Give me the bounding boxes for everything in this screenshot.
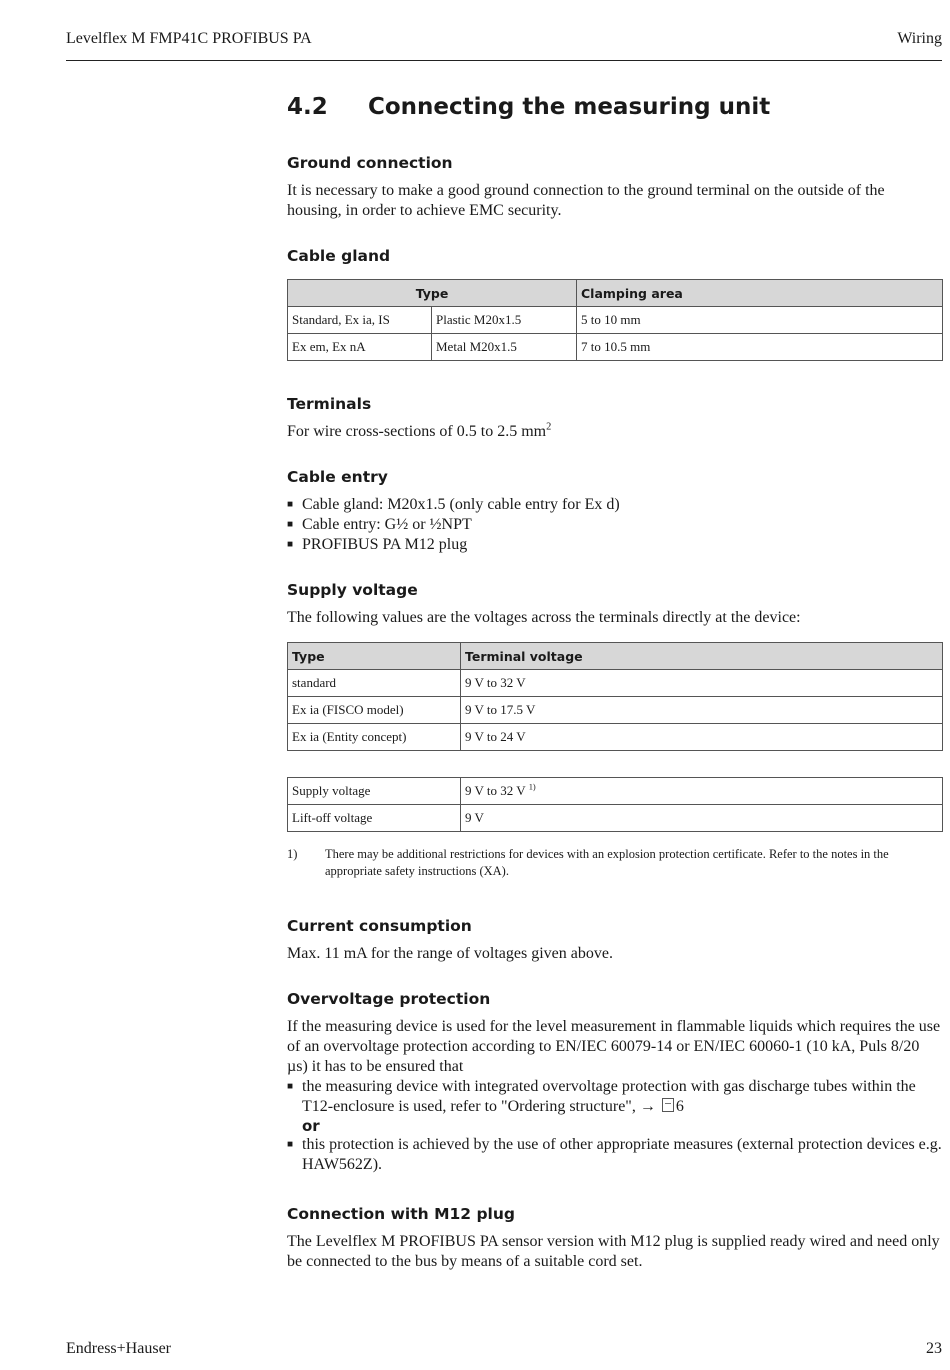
- overvoltage-item-1: the measuring device with integrated overvoltage protection with gas discharge tubes within the T12-enclosure is used, refer to "Ordering structure", →: [302, 1078, 916, 1115]
- list-item: [287, 1077, 943, 1117]
- table-cell: Plastic M20x1.5: [432, 307, 577, 334]
- footnote: [287, 846, 943, 880]
- supply-heading: Supply voltage: [287, 581, 418, 599]
- table-cell: Supply voltage: [288, 778, 461, 805]
- entry-heading: Cable entry: [287, 468, 388, 486]
- list-item: ■ PROFIBUS PA M12 plug: [287, 535, 943, 555]
- section-title: [287, 94, 943, 128]
- gland-heading: Cable gland: [287, 247, 391, 265]
- m12-heading: Connection with M12 plug: [287, 1205, 515, 1223]
- table-cell: 9 V to 17.5 V: [461, 697, 943, 724]
- supply-header-voltage: Terminal voltage: [461, 643, 943, 670]
- overvoltage-list: [287, 1077, 943, 1117]
- table-cell: 9 V to 32 V: [461, 670, 943, 697]
- footer-company: Endress+Hauser: [66, 1340, 171, 1357]
- table-cell: 9 V to 24 V: [461, 724, 943, 751]
- supply-text: The following values are the voltages across the terminals directly at the device:: [287, 609, 801, 626]
- terminal-voltage-table: [287, 642, 943, 751]
- table-row: [288, 778, 943, 805]
- table-cell: standard: [288, 670, 461, 697]
- list-item: ■ this protection is achieved by the use of other appropriate measures (external protection devices e.g. HAW562Z).: [287, 1135, 943, 1175]
- list-item: ■ Cable entry: G½ or ½NPT: [287, 515, 943, 535]
- or-separator: or: [302, 1117, 320, 1135]
- overvoltage-list-2: [287, 1135, 943, 1175]
- terminals-heading: Terminals: [287, 395, 372, 413]
- cable-gland-table: [287, 279, 943, 361]
- gland-header-clamp: Clamping area: [577, 280, 943, 307]
- overvoltage-heading: Overvoltage protection: [287, 990, 491, 1008]
- table-cell: Ex ia (FISCO model): [288, 697, 461, 724]
- table-cell: 5 to 10 mm: [577, 307, 943, 334]
- table-row: [288, 805, 943, 832]
- supply-voltage-value: 9 V to 32 V: [465, 783, 526, 798]
- supply-header-type: Type: [288, 643, 461, 670]
- table-cell: Ex em, Ex nA: [288, 334, 432, 361]
- section-title-text: Connecting the measuring unit: [368, 94, 771, 120]
- terminals-text: [287, 422, 943, 442]
- ground-heading: Ground connection: [287, 154, 453, 172]
- page-reference: 6: [675, 1098, 684, 1115]
- footnote-mark: 1): [287, 847, 298, 861]
- table-cell: 7 to 10.5 mm: [577, 334, 943, 361]
- terminals-text-main: For wire cross-sections of 0.5 to 2.5 mm: [287, 423, 547, 440]
- m12-text: The Levelflex M PROFIBUS PA sensor version with M12 plug is supplied ready wired and need only be connected to the bus by means of a suitable cord set.: [287, 1233, 940, 1270]
- main-content: [287, 94, 943, 1272]
- page-header: [66, 30, 942, 61]
- table-cell: [461, 778, 943, 805]
- list-item: ■ Cable gland: M20x1.5 (only cable entry for Ex d): [287, 495, 943, 515]
- footnote-text: There may be additional restrictions for devices with an explosion protection certificate. Refer to the notes in the appropriate safety instructions (XA).: [325, 847, 889, 878]
- table-row: [288, 307, 943, 334]
- footnote-reference: 1): [528, 781, 536, 792]
- table-row: [288, 670, 943, 697]
- gland-header-type: Type: [288, 280, 577, 307]
- page-icon: [662, 1098, 674, 1112]
- current-text: Max. 11 mA for the range of voltages given above.: [287, 945, 613, 962]
- terminals-superscript: 2: [546, 421, 552, 433]
- table-row: [288, 697, 943, 724]
- table-cell: Metal M20x1.5: [432, 334, 577, 361]
- section-number: 4.2: [287, 94, 328, 120]
- page-footer: [66, 1340, 942, 1358]
- table-row: [288, 724, 943, 751]
- current-heading: Current consumption: [287, 917, 472, 935]
- overvoltage-text: If the measuring device is used for the level measurement in flammable liquids which requires the use of an overvoltage protection according to EN/IEC 60079-14 or EN/IEC 60060-1 (10 kA, Puls 8/20 µs) it has to be ensured that: [287, 1018, 941, 1075]
- page-number: 23: [926, 1340, 942, 1357]
- header-product: Levelflex M FMP41C PROFIBUS PA: [66, 30, 312, 47]
- supply-liftoff-table: [287, 777, 943, 832]
- table-cell: Lift-off voltage: [288, 805, 461, 832]
- table-cell: Standard, Ex ia, IS: [288, 307, 432, 334]
- cable-entry-list: [287, 495, 943, 555]
- table-row: [288, 334, 943, 361]
- header-chapter: Wiring: [897, 30, 942, 47]
- ground-text: It is necessary to make a good ground connection to the ground terminal on the outside of the housing, in order to achieve EMC security.: [287, 182, 885, 219]
- table-cell: Ex ia (Entity concept): [288, 724, 461, 751]
- table-cell: 9 V: [461, 805, 943, 832]
